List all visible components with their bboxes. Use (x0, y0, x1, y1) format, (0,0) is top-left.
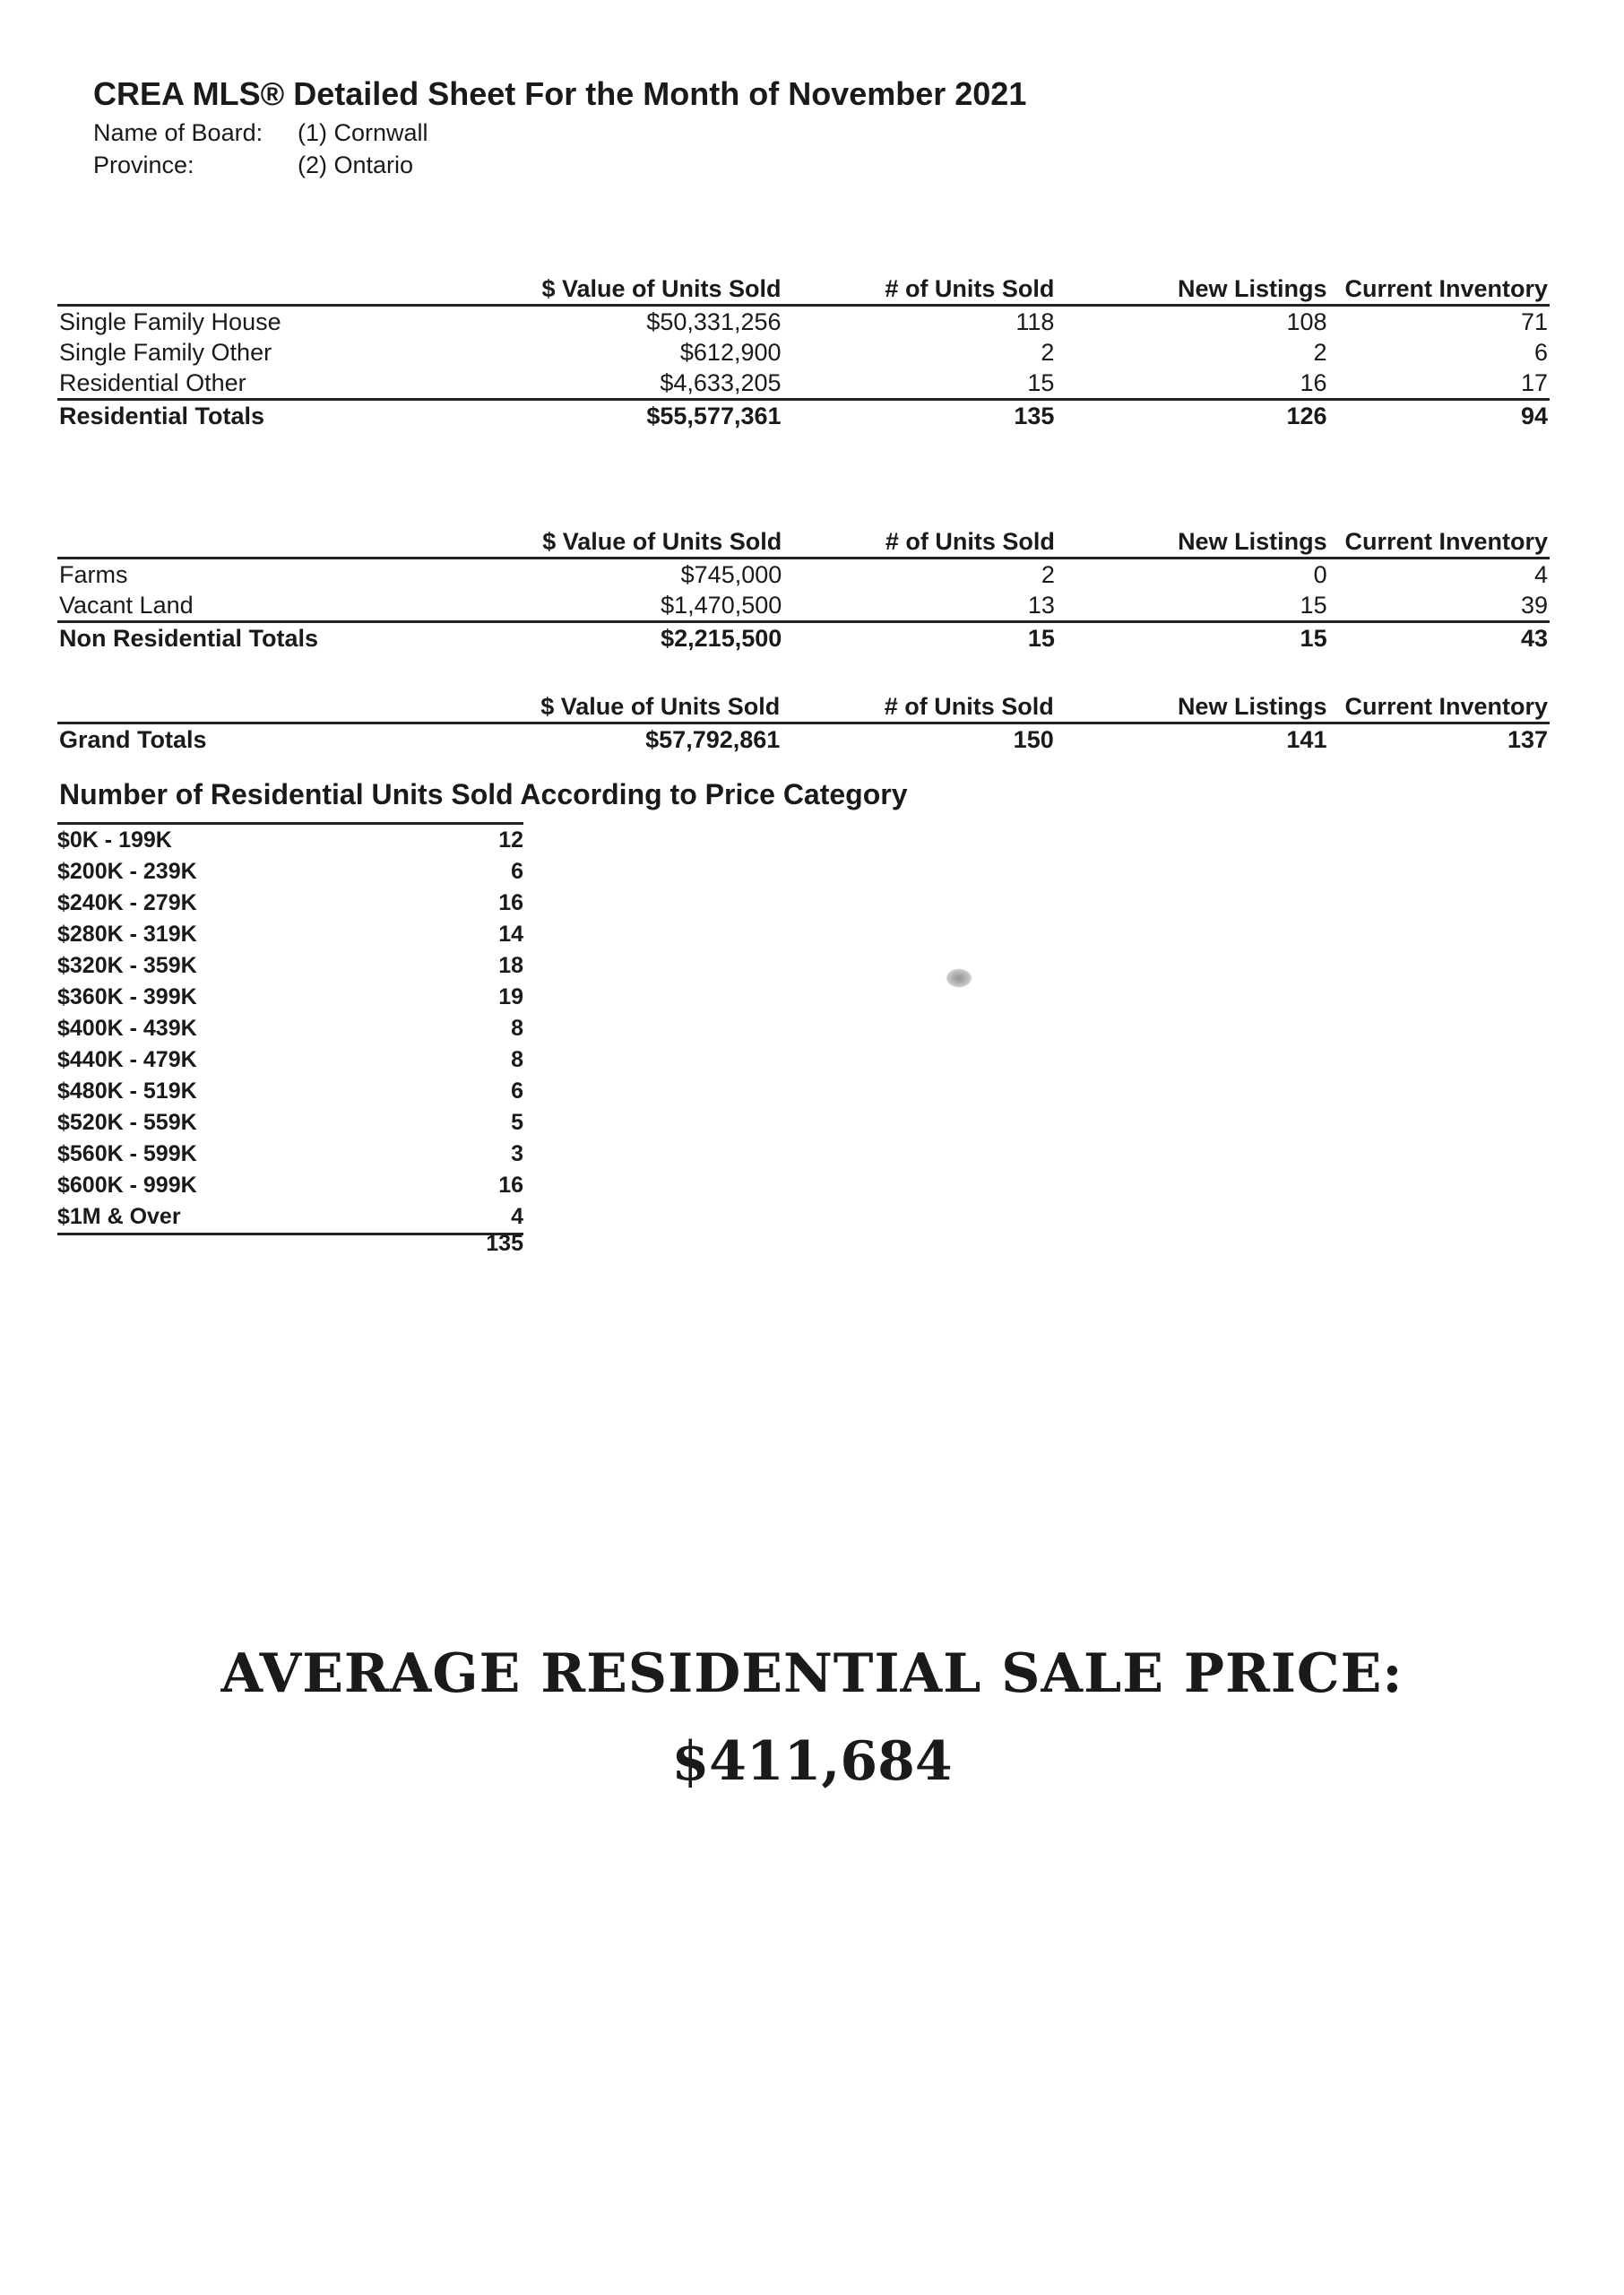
row-label: Farms (59, 561, 128, 588)
scan-smudge (946, 968, 972, 988)
inventory-cell: 17 (1520, 369, 1548, 396)
table-header-row (57, 273, 1550, 306)
table-row (57, 590, 1550, 622)
units-cell: 2 (1041, 339, 1055, 366)
board-value: (1) Cornwall (298, 119, 428, 146)
table-row (57, 337, 1550, 368)
inventory-cell: 4 (1533, 561, 1548, 588)
inventory-column-header: Current Inventory (1329, 526, 1550, 559)
board-label: Name of Board: (93, 119, 263, 146)
list-item (57, 982, 523, 1013)
price-range: $480K - 519K (57, 1078, 197, 1104)
label-column-header (57, 691, 430, 723)
units-column-header: # of Units Sold (783, 273, 1057, 306)
list-item (57, 919, 523, 950)
price-range: $280K - 319K (57, 922, 197, 947)
inventory-column-header: Current Inventory (1329, 273, 1550, 306)
value-column-header: $ Value of Units Sold (430, 691, 782, 723)
list-item (57, 1170, 523, 1201)
list-item (57, 825, 523, 856)
list-item (57, 1044, 523, 1076)
price-range: $1M & Over (57, 1204, 181, 1229)
average-price-value: $411,684 (671, 1730, 953, 1793)
average-price-label: AVERAGE RESIDENTIAL SALE PRICE: (220, 1642, 1404, 1705)
list-item (57, 888, 523, 919)
new-listings-cell: 0 (1313, 561, 1327, 588)
unit-count: 3 (511, 1141, 523, 1166)
value-total: $57,792,861 (645, 726, 781, 753)
price-range: $600K - 999K (57, 1173, 197, 1198)
unit-count: 12 (498, 827, 523, 853)
non-residential-table (57, 526, 1550, 654)
inventory-cell: 6 (1533, 339, 1548, 366)
unit-count: 18 (498, 953, 523, 978)
province-value: (2) Ontario (298, 152, 414, 178)
list-item (57, 1076, 523, 1107)
units-column-header: # of Units Sold (783, 526, 1057, 559)
label-column-header (57, 273, 432, 306)
value-cell: $50,331,256 (646, 308, 782, 335)
value-total: $55,577,361 (432, 400, 783, 432)
inventory-total: 43 (1329, 622, 1550, 654)
new-listings-column-header: New Listings (1056, 273, 1328, 306)
totals-label: Residential Totals (57, 400, 432, 432)
row-label: Residential Other (59, 369, 246, 396)
unit-count: 16 (498, 890, 523, 915)
unit-count: 16 (498, 1173, 523, 1198)
value-cell: $745,000 (680, 561, 782, 588)
price-category-list (57, 822, 523, 1235)
price-range: $440K - 479K (57, 1047, 197, 1072)
grand-totals-table (57, 691, 1550, 755)
totals-row (57, 400, 1550, 432)
units-total: 135 (783, 400, 1057, 432)
price-range: $400K - 439K (57, 1016, 197, 1041)
list-item (57, 1107, 523, 1139)
totals-label: Non Residential Totals (57, 622, 433, 654)
price-category-total: 135 (486, 1231, 523, 1256)
grand-totals-row (57, 723, 1550, 756)
unit-count: 14 (498, 922, 523, 947)
inventory-cell: 71 (1520, 308, 1548, 335)
units-column-header: # of Units Sold (782, 691, 1055, 723)
price-range: $520K - 559K (57, 1110, 197, 1135)
residential-table (57, 273, 1550, 431)
price-category-title: Number of Residential Units Sold According to Price Category (59, 778, 908, 810)
inventory-total: 137 (1507, 726, 1548, 753)
units-cell: 15 (1027, 369, 1055, 396)
new-listings-cell: 15 (1300, 592, 1327, 619)
value-column-header: $ Value of Units Sold (433, 526, 783, 559)
price-range: $560K - 599K (57, 1141, 197, 1166)
label-column-header (57, 526, 433, 559)
table-header-row (57, 526, 1550, 559)
value-column-header: $ Value of Units Sold (432, 273, 783, 306)
list-item (57, 950, 523, 982)
new-listings-total: 126 (1056, 400, 1328, 432)
price-range: $0K - 199K (57, 827, 172, 853)
totals-row (57, 622, 1550, 654)
inventory-column-header: Current Inventory (1328, 691, 1550, 723)
price-range: $360K - 399K (57, 984, 197, 1009)
value-cell: $4,633,205 (660, 369, 782, 396)
inventory-total: 94 (1329, 400, 1550, 432)
units-total: 15 (783, 622, 1057, 654)
value-cell: $612,900 (679, 339, 782, 366)
new-listings-column-header: New Listings (1056, 691, 1329, 723)
list-item (57, 1013, 523, 1044)
table-row (57, 306, 1550, 338)
list-item (57, 1139, 523, 1170)
new-listings-cell: 108 (1286, 308, 1327, 335)
new-listings-total: 141 (1286, 726, 1327, 753)
grand-totals-label: Grand Totals (59, 726, 207, 753)
unit-count: 8 (511, 1016, 523, 1041)
new-listings-cell: 2 (1313, 339, 1327, 366)
row-label: Vacant Land (59, 592, 194, 619)
unit-count: 6 (511, 1078, 523, 1104)
inventory-cell: 39 (1520, 592, 1548, 619)
unit-count: 4 (511, 1204, 523, 1229)
unit-count: 6 (511, 859, 523, 884)
unit-count: 19 (498, 984, 523, 1009)
row-label: Single Family Other (59, 339, 272, 366)
new-listings-total: 15 (1057, 622, 1329, 654)
units-cell: 118 (1015, 308, 1055, 335)
new-listings-column-header: New Listings (1057, 526, 1329, 559)
table-header-row (57, 691, 1550, 723)
units-cell: 2 (1041, 561, 1055, 588)
units-cell: 13 (1027, 592, 1055, 619)
value-total: $2,215,500 (433, 622, 783, 654)
table-row (57, 559, 1550, 591)
page-title: CREA MLS® Detailed Sheet For the Month of November 2021 (93, 75, 1027, 112)
price-range: $320K - 359K (57, 953, 197, 978)
price-range: $200K - 239K (57, 859, 197, 884)
table-row (57, 368, 1550, 400)
unit-count: 5 (511, 1110, 523, 1135)
unit-count: 8 (511, 1047, 523, 1072)
row-label: Single Family House (59, 308, 281, 335)
units-total: 150 (1013, 726, 1054, 753)
new-listings-cell: 16 (1300, 369, 1327, 396)
province-label: Province: (93, 152, 194, 178)
price-range: $240K - 279K (57, 890, 197, 915)
list-item (57, 856, 523, 888)
value-cell: $1,470,500 (661, 592, 782, 619)
